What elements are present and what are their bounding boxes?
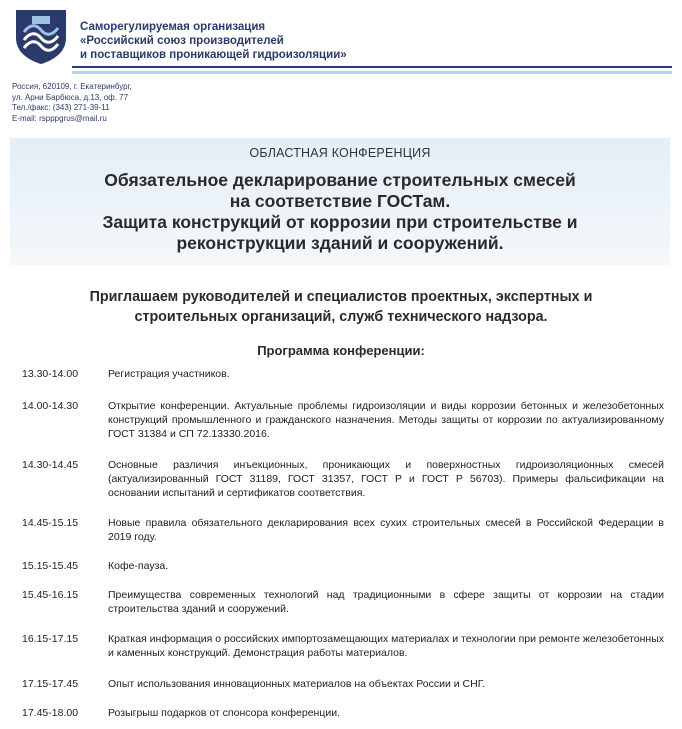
- title-line: Защита конструкций от коррозии при строительстве и: [102, 212, 578, 232]
- title-line: реконструкции зданий и сооружений.: [176, 233, 504, 253]
- email-line: E-mail: rspppgrus@mail.ru: [12, 113, 107, 123]
- schedule-time: 14.45-15.15: [22, 517, 79, 529]
- shield-waves-icon: [12, 6, 70, 66]
- conference-type: ОБЛАСТНАЯ КОНФЕРЕНЦИЯ: [249, 146, 431, 160]
- header-divider-accent: [72, 71, 672, 74]
- invitation-text: [0, 287, 682, 327]
- schedule-text: Опыт использования инновационных материалов на объектах России и СНГ.: [108, 678, 486, 690]
- schedule-text: Основные различия инъекционных, проникающих и поверхностных гидроизоляционных смесей (актуализированный ГОСТ 31189, ГОСТ 31357, ГОСТ Р и ГОСТ Р 56703). Примеры фальсификации на основании испытаний и сертификатов соответствия.: [108, 459, 664, 499]
- schedule-time: 15.15-15.45: [22, 560, 79, 572]
- title-line: Обязательное декларирование строительных смесей: [104, 170, 576, 190]
- org-name-line: Саморегулируемая организация: [80, 21, 266, 33]
- header-divider: [72, 66, 672, 68]
- contact-address: [12, 82, 132, 124]
- schedule-time: 17.45-18.00: [22, 707, 79, 719]
- schedule-text: Краткая информация о российских импортозамещающих материалах и технологии при ремонте железобетонных и каменных конструкций. Демонстрация работы материалов.: [108, 633, 664, 659]
- schedule-time: 17.15-17.45: [22, 678, 79, 690]
- schedule-time: 14.00-14.30: [22, 400, 79, 412]
- invite-line: строительных организаций, служб технического надзора.: [134, 309, 548, 325]
- schedule-text: Розыгрыш подарков от спонсора конференции.: [108, 707, 341, 719]
- schedule-text: Преимущества современных технологий над традиционными в сфере защиты от коррозии на стадии строительства зданий и сооружений.: [108, 589, 664, 615]
- address-line: ул. Арни Барбюса, д.13, оф. 77: [12, 92, 129, 102]
- schedule-time: 15.45-16.15: [22, 589, 79, 601]
- schedule-time: 14.30-14.45: [22, 459, 79, 471]
- schedule-text: Новые правила обязательного декларирования всех сухих строительных смесей в Российской Федерации в 2019 году.: [108, 517, 664, 543]
- schedule-time: 13.30-14.00: [22, 368, 79, 380]
- org-name-line: «Российский союз производителей: [80, 35, 284, 47]
- address-line: Россия, 620109, г. Екатеринбург,: [12, 82, 132, 91]
- title-line: на соответствие ГОСТам.: [229, 191, 451, 211]
- schedule-time: 16.15-17.15: [22, 633, 79, 645]
- invite-line: Приглашаем руководителей и специалистов проектных, экспертных и: [89, 289, 593, 305]
- phone-line: Тел./факс: (343) 271-39-11: [12, 103, 110, 112]
- org-name-line: и поставщиков проникающей гидроизоляции»: [80, 49, 347, 61]
- conference-banner: [10, 138, 670, 265]
- schedule-text: Регистрация участников.: [108, 368, 230, 380]
- organization-name: [80, 20, 347, 62]
- program-heading: Программа конференции:: [257, 343, 425, 358]
- conference-title: [10, 170, 670, 254]
- schedule-text: Кофе-пауза.: [108, 560, 169, 572]
- schedule-text: Открытие конференции. Актуальные проблемы гидроизоляции и виды коррозии бетонных и железобетонных конструкций промышленного и гражданского назначения. Методы защиты от коррозии по актуализированному ГОСТ 31384 и СП 72.13330.2016.: [108, 400, 664, 440]
